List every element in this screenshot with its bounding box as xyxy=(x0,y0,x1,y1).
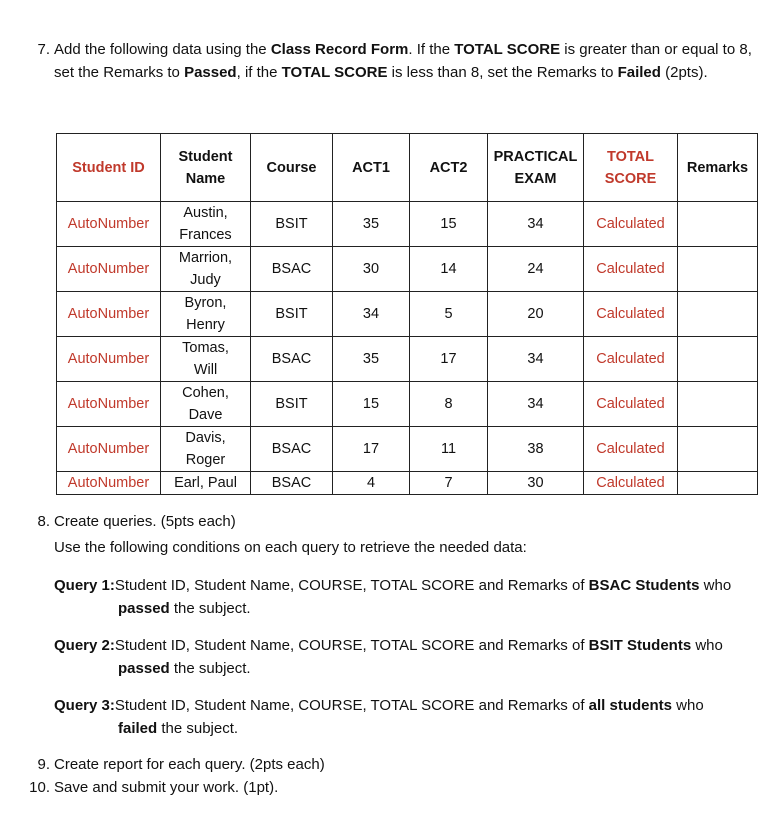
cell-total-score: Calculated xyxy=(584,337,678,382)
cell-student-id: AutoNumber xyxy=(57,382,161,427)
cell-remarks xyxy=(678,382,758,427)
cell-total-score: Calculated xyxy=(584,292,678,337)
header-practical-exam: PRACTICAL EXAM xyxy=(488,134,584,202)
table-row xyxy=(57,292,758,337)
cell-total-score: Calculated xyxy=(584,382,678,427)
cell-act1: 30 xyxy=(333,247,410,292)
table-row xyxy=(57,382,758,427)
header-remarks: Remarks xyxy=(678,134,758,202)
question-9-text: Create report for each query. (2pts each) xyxy=(54,756,325,773)
question-number: 8. xyxy=(37,513,50,530)
cell-course: BSIT xyxy=(251,292,333,337)
table-row xyxy=(57,202,758,247)
header-student-name: Student Name xyxy=(161,134,251,202)
cell-remarks xyxy=(678,202,758,247)
cell-remarks xyxy=(678,472,758,495)
cell-student-id: AutoNumber xyxy=(57,292,161,337)
cell-student-name: Tomas, Will xyxy=(161,337,251,382)
cell-course: BSAC xyxy=(251,472,333,495)
question-8-instruction: Use the following conditions on each query to retrieve the needed data: xyxy=(54,539,527,556)
cell-student-name: Cohen, Dave xyxy=(161,382,251,427)
cell-act2: 14 xyxy=(410,247,488,292)
table-row xyxy=(57,247,758,292)
cell-act1: 35 xyxy=(333,202,410,247)
cell-practical-exam: 24 xyxy=(488,247,584,292)
question-7-text: Add the following data using the Class Record Form. If the TOTAL SCORE is greater than or equal to 8, set the Remarks to Passed, if the TOTAL SCORE is less than 8, set the Remarks to Failed (2pts). xyxy=(54,41,752,81)
question-10-text: Save and submit your work. (1pt). xyxy=(54,779,279,796)
cell-total-score: Calculated xyxy=(584,427,678,472)
cell-student-id: AutoNumber xyxy=(57,247,161,292)
cell-student-name: Davis, Roger xyxy=(161,427,251,472)
table-row xyxy=(57,337,758,382)
cell-course: BSAC xyxy=(251,427,333,472)
cell-act2: 7 xyxy=(410,472,488,495)
cell-course: BSAC xyxy=(251,247,333,292)
class-record-table xyxy=(56,133,758,495)
question-number: 9. xyxy=(37,756,50,773)
cell-practical-exam: 30 xyxy=(488,472,584,495)
query-2: Query 2:Student ID, Student Name, COURSE, TOTAL SCORE and Remarks of BSIT Students who passed the subject. xyxy=(54,637,723,677)
question-8-title: Create queries. (5pts each) xyxy=(54,513,236,530)
cell-act1: 15 xyxy=(333,382,410,427)
cell-act2: 17 xyxy=(410,337,488,382)
cell-student-id: AutoNumber xyxy=(57,202,161,247)
cell-total-score: Calculated xyxy=(584,247,678,292)
query-1: Query 1:Student ID, Student Name, COURSE, TOTAL SCORE and Remarks of BSAC Students who passed the subject. xyxy=(54,577,732,617)
cell-act1: 17 xyxy=(333,427,410,472)
header-act1: ACT1 xyxy=(333,134,410,202)
table-row xyxy=(57,427,758,472)
cell-practical-exam: 34 xyxy=(488,202,584,247)
table-row xyxy=(57,472,758,495)
cell-remarks xyxy=(678,427,758,472)
cell-course: BSIT xyxy=(251,382,333,427)
cell-total-score: Calculated xyxy=(584,202,678,247)
cell-remarks xyxy=(678,292,758,337)
cell-practical-exam: 20 xyxy=(488,292,584,337)
cell-practical-exam: 34 xyxy=(488,337,584,382)
cell-student-id: AutoNumber xyxy=(57,427,161,472)
header-row xyxy=(57,134,758,202)
question-number: 10. xyxy=(29,779,50,796)
cell-student-id: AutoNumber xyxy=(57,337,161,382)
header-student-id: Student ID xyxy=(57,134,161,202)
header-course: Course xyxy=(251,134,333,202)
cell-act2: 5 xyxy=(410,292,488,337)
question-number: 7. xyxy=(37,41,50,58)
cell-student-name: Earl, Paul xyxy=(161,472,251,495)
cell-student-id: AutoNumber xyxy=(57,472,161,495)
cell-course: BSIT xyxy=(251,202,333,247)
cell-student-name: Byron, Henry xyxy=(161,292,251,337)
cell-student-name: Marrion, Judy xyxy=(161,247,251,292)
cell-course: BSAC xyxy=(251,337,333,382)
cell-remarks xyxy=(678,247,758,292)
cell-act2: 11 xyxy=(410,427,488,472)
cell-act1: 4 xyxy=(333,472,410,495)
cell-practical-exam: 38 xyxy=(488,427,584,472)
header-total-score: TOTAL SCORE xyxy=(584,134,678,202)
cell-student-name: Austin, Frances xyxy=(161,202,251,247)
header-act2: ACT2 xyxy=(410,134,488,202)
cell-total-score: Calculated xyxy=(584,472,678,495)
cell-act2: 8 xyxy=(410,382,488,427)
query-3: Query 3:Student ID, Student Name, COURSE, TOTAL SCORE and Remarks of all students who failed the subject. xyxy=(54,697,704,737)
cell-remarks xyxy=(678,337,758,382)
cell-act1: 34 xyxy=(333,292,410,337)
cell-act2: 15 xyxy=(410,202,488,247)
cell-practical-exam: 34 xyxy=(488,382,584,427)
cell-act1: 35 xyxy=(333,337,410,382)
